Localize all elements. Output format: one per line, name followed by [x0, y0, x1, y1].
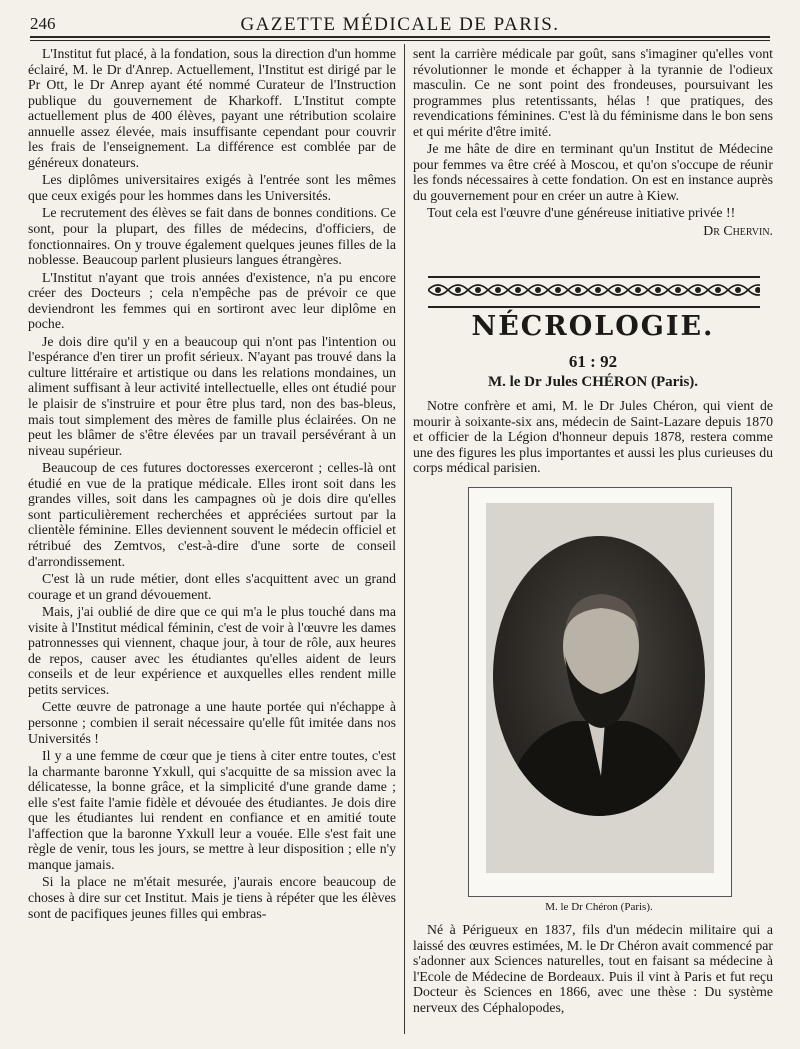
paragraph: Cette œuvre de patronage a une haute portée qui n'échappe à personne ; combien il serait nécessaire qu'elle fût imitée dans nos Universités ! [28, 699, 396, 746]
paragraph: Il y a une femme de cœur que je tiens à citer entre toutes, c'est la charmante baronne Yxkull, qui s'acquitte de sa mission avec la délicatesse, la bonne grâce, et la simplicité d'une grande dame ; elle s'est faite l'amie fidèle et dévouée des étudiantes. Je dois dire que les étudiantes lui rendent en confiance et en amitié toute l'affection que la baronne Yxkull leur a vouée. Elle s'est fait une règle de venir, tous les jours, se mettre à leur disposition ; elle n'y manque jamais. [28, 748, 396, 872]
ornament-pattern-icon [428, 278, 760, 302]
obituary-number: 61 : 92 [568, 352, 618, 371]
header-rule [30, 36, 770, 41]
section-title: NÉCROLOGIE. [471, 311, 715, 342]
paragraph: Je me hâte de dire en terminant qu'un Institut de Médecine pour femmes va être créé à Moscou, et qu'on s'occupe de réunir les fonds nécessaires à cette fondation. On est en instance auprès du gouvernement pour en créer un autre à Kiew. [413, 141, 773, 203]
paragraph: C'est là un rude métier, dont elles s'acquittent avec un grand courage et un grand dévouement. [28, 571, 396, 602]
signature: Dr Chervin. [703, 223, 773, 239]
paragraph: Je dois dire qu'il y en a beaucoup qui n'ont pas l'intention ou l'espérance d'en tirer un profit sérieux. N'ayant pas trouvé dans la culture littéraire et artistique ou dans les relations mondaines, un aliment suffisant à leur activité intellectuelle, elles ont étudié pour le plaisir de s'instruire et pour être plus tard, non des bas-bleus, mais tout simplement des mères de famille plus éclairées. On ne peut les blâmer de s'être élevées par un travail persévérant à un niveau supérieur. [28, 333, 396, 458]
ornamental-border [428, 276, 760, 308]
paragraph: sent la carrière médicale par goût, sans s'imaginer qu'elles vont révolutionner le monde et échapper à la tyrannie de l'odieux masculin. Ce ne sont point des frondeuses, poursuivant les programmes plus retentissants, hélas ! que pratiques, des revendications féminines. C'est là du féminisme dans le bon sens et qui mérite d'être imité. [413, 46, 773, 139]
paragraph: Le recrutement des élèves se fait dans de bonnes conditions. Ce sont, pour la plupart, des filles de médecins, d'officiers, de fonctionnaires. On y trouve également quelques jeunes filles de la noblesse. Beaucoup parlent plusieurs langues étrangères. [28, 205, 396, 268]
paragraph: Notre confrère et ami, M. le Dr Jules Chéron, qui vient de mourir à soixante-six ans, médecin de Saint-Lazare depuis 1870 et officier de la Légion d'honneur depuis 1878, restera comme une des figures les plus importantes et aussi les plus curieuses du corps médical parisien. [413, 398, 773, 476]
obituary-body [413, 922, 773, 1015]
obituary-heading: M. le Dr Jules CHÉRON (Paris). [487, 374, 699, 390]
portrait-silhouette-icon [493, 536, 705, 816]
paragraph: L'Institut fut placé, à la fondation, sous la direction d'un homme éclairé, M. le Dr d'Anrep. Actuellement, l'Institut est dirigé par le Pr Ott, le Dr Anrep ayant été nommé Curateur de l'Instruction publique du gouvernement de Kharkoff. L'Institut compte actuellement plus de 400 élèves, payant une rétribution scolaire annuelle assez élevée, mais insuffisante cependant pour couvrir les frais de l'enseignement. La différence est comblée par de généreux donateurs. [28, 46, 396, 170]
left-column [28, 46, 396, 921]
column-divider [404, 44, 405, 1034]
running-title: GAZETTE MÉDICALE DE PARIS. [240, 14, 560, 35]
paragraph: Né à Périgueux en 1837, fils d'un médecin militaire qui a laissé des œuvres estimées, M. le Dr Chéron avait commencé par s'adonner aux Sciences naturelles, tout en faisant sa médecine à l'Ecole de Médecine de Bordeaux. Puis il vint à Paris et fut reçu Docteur ès Sciences en 1866, avec une thèse : Du système nerveux des Céphalopodes, [413, 922, 773, 1015]
portrait-photo [493, 536, 705, 816]
obituary-intro [413, 398, 773, 476]
photo-caption: M. le Dr Chéron (Paris). [545, 901, 653, 913]
right-column-top [413, 46, 773, 239]
paragraph: Mais, j'ai oublié de dire que ce qui m'a le plus touché dans ma visite à l'Institut médical féminin, c'est de voir à l'œuvre les dames patronnesses qui viennent, chaque jour, à tour de rôle, aux heures de repos, causer avec les étudiantes qu'elles aident de leurs conseils et de leur expérience et auxquelles elles rendent mille petits services. [28, 604, 396, 697]
paragraph: L'Institut n'ayant que trois années d'existence, n'a pu encore créer des Docteurs ; cela n'empêche pas de prévoir ce que deviendront les femmes qui en sortiront avec leur diplôme en poche. [28, 269, 396, 332]
paragraph: Si la place ne m'était mesurée, j'aurais encore beaucoup de choses à dire sur cet Institut. Mais je tiens à répéter que les élèves sont de pacifiques jeunes filles qui embras- [28, 874, 396, 921]
page-header [30, 12, 770, 38]
paragraph: Beaucoup de ces futures doctoresses exerceront ; celles-là ont étudié en vue de la pratique médicale. Elles iront soit dans les grandes villes, soit dans les campagnes où je dois dire qu'elles sont particulièrement recherchées et appréciées surtout par la clientèle féminine. Elles deviennent souvent le médecin officiel et rétribué des Zemtvos, c'est-à-dire d'une sorte de conseil d'arrondissement. [28, 460, 396, 569]
paragraph: Tout cela est l'œuvre d'une généreuse initiative privée !! [427, 205, 736, 221]
page-number: 246 [30, 14, 56, 33]
paragraph: Les diplômes universitaires exigés à l'entrée sont les mêmes que ceux exigés pour les hommes dans les Universités. [28, 172, 396, 203]
